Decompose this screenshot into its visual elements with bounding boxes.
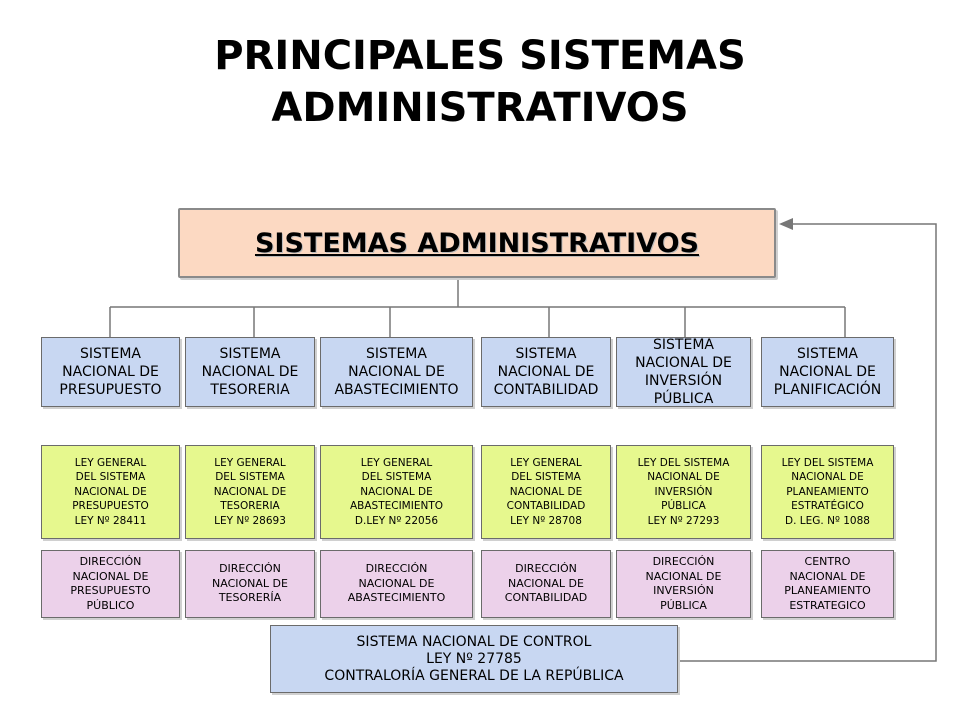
directorate-box-label: DIRECCIÓN NACIONAL DE PRESUPUESTO PÚBLICO <box>70 555 151 612</box>
page-title-line-2: ADMINISTRATIVOS <box>271 85 689 131</box>
system-box-label: SISTEMA NACIONAL DE PLANIFICACIÓN <box>773 346 882 398</box>
law-box-planificacion <box>761 445 894 539</box>
law-box-presupuesto <box>41 445 180 539</box>
system-box-presupuesto <box>41 337 180 407</box>
system-box-label: SISTEMA NACIONAL DE CONTABILIDAD <box>493 346 599 398</box>
directorate-box-label: DIRECCIÓN NACIONAL DE INVERSIÓN PÚBLICA <box>645 555 722 612</box>
directorate-box-contabilidad <box>481 550 611 618</box>
control-box-line-3: CONTRALORÍA GENERAL DE LA REPÚBLICA <box>324 667 624 684</box>
directorate-box-tesoreria <box>185 550 315 618</box>
system-box-planificacion <box>761 337 894 407</box>
system-box-inversion-publica <box>616 337 751 407</box>
directorate-box-abastecimiento <box>320 550 473 618</box>
system-box-contabilidad <box>481 337 611 407</box>
system-box-label: SISTEMA NACIONAL DE ABASTECIMIENTO <box>334 346 459 398</box>
law-box-label: LEY GENERAL DEL SISTEMA NACIONAL DE PRESUPUESTO LEY Nº 28411 <box>72 456 149 527</box>
directorate-box-presupuesto <box>41 550 180 618</box>
law-box-label: LEY GENERAL DEL SISTEMA NACIONAL DE CONTABILIDAD LEY Nº 28708 <box>506 456 586 527</box>
system-box-label: SISTEMA NACIONAL DE PRESUPUESTO <box>59 346 162 398</box>
control-box-line-1: SISTEMA NACIONAL DE CONTROL <box>356 633 592 650</box>
directorate-box-inversion-publica <box>616 550 751 618</box>
law-box-tesoreria <box>185 445 315 539</box>
directorate-box-label: DIRECCIÓN NACIONAL DE ABASTECIMIENTO <box>347 562 446 605</box>
main-box <box>178 208 776 278</box>
directorate-box-label: DIRECCIÓN NACIONAL DE CONTABILIDAD <box>504 562 588 605</box>
control-system-box <box>270 625 678 693</box>
feedback-arrowhead <box>779 218 793 230</box>
law-box-label: LEY GENERAL DEL SISTEMA NACIONAL DE TESORERIA LEY Nº 28693 <box>213 456 287 527</box>
system-box-tesoreria <box>185 337 315 407</box>
system-box-abastecimiento <box>320 337 473 407</box>
directorate-box-planificacion <box>761 550 894 618</box>
law-box-label: LEY GENERAL DEL SISTEMA NACIONAL DE ABASTECIMIENTO D.LEY Nº 22056 <box>349 456 444 527</box>
directorate-box-label: DIRECCIÓN NACIONAL DE TESORERÍA <box>212 562 288 605</box>
page-title-line-1: PRINCIPALES SISTEMAS <box>214 33 746 79</box>
law-box-label: LEY DEL SISTEMA NACIONAL DE PLANEAMIENTO ESTRATÉGICO D. LEG. Nº 1088 <box>781 456 874 527</box>
directorate-box-label: CENTRO NACIONAL DE PLANEAMIENTO ESTRATEGICO <box>784 555 871 612</box>
system-box-label: SISTEMA NACIONAL DE TESORERIA <box>201 346 299 398</box>
control-box-line-2: LEY Nº 27785 <box>426 650 522 667</box>
law-box-abastecimiento <box>320 445 473 539</box>
main-box-label: SISTEMAS ADMINISTRATIVOS <box>254 227 699 259</box>
law-box-label: LEY DEL SISTEMA NACIONAL DE INVERSIÓN PÚBLICA LEY Nº 27293 <box>637 456 730 527</box>
system-box-label: SISTEMA NACIONAL DE INVERSIÓN PÚBLICA <box>635 337 732 407</box>
law-box-contabilidad <box>481 445 611 539</box>
law-box-inversion-publica <box>616 445 751 539</box>
